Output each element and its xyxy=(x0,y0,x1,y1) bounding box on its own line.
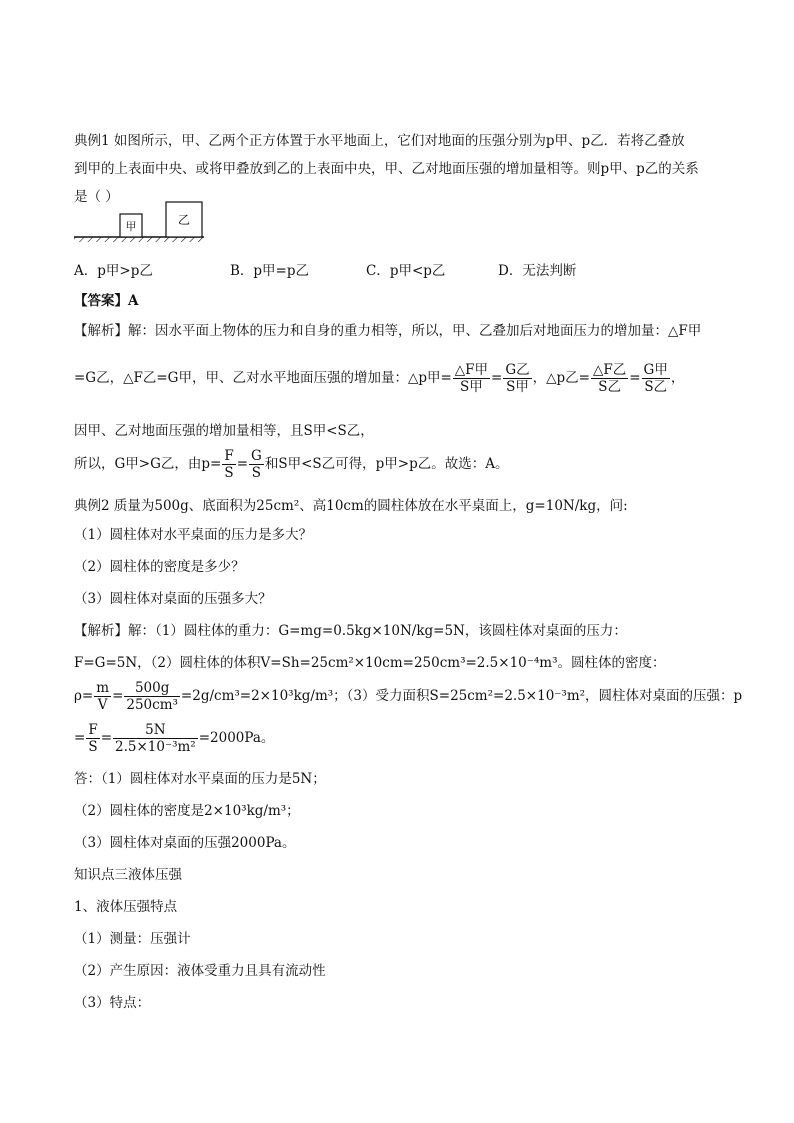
ex2-sol3: ρ= $\frac{m}{V}$ = $\frac{500g}{\text{250cm³}}$ =2g/cm³=2×10³kg/m³；（3）受力面积S=25cm²=2.5×10⁻³m²，圆柱体对桌面的压强：p xyxy=(74,680,743,713)
kp-title: 知识点三液体压强 xyxy=(74,867,182,883)
fraction: $\frac{\text{△F甲}}{\text{S甲}}$ xyxy=(454,362,489,395)
fraction: $\frac{F}{S}$ xyxy=(88,722,98,755)
kp-heading: 1、液体压强特点 xyxy=(74,899,178,915)
ex2-q2: （2）圆柱体的密度是多少？ xyxy=(74,559,245,575)
fraction: $\frac{\text{G乙}}{\text{S甲}}$ xyxy=(505,362,530,395)
ex2-ans1: 答：（1）圆柱体对水平桌面的压力是5N； xyxy=(74,771,326,787)
ex1-line1: 典例1 如图所示，甲、乙两个正方体置于水平地面上，它们对地面的压强分别为p甲、p乙．若将乙叠放 xyxy=(74,133,685,149)
ex2-q3: （3）圆柱体对桌面的压强多大？ xyxy=(74,591,272,607)
option-d: D．无法判断 xyxy=(498,263,577,279)
ex2-sol1: 【解析】解：（1）圆柱体的重力：G=mg=0.5kg×10N/kg=5N，该圆柱体对桌面的压力： xyxy=(74,623,627,639)
ex1-answer: 【答案】A xyxy=(74,293,139,309)
fraction: $\frac{G}{S}$ xyxy=(251,448,262,481)
ex2-q1: （1）圆柱体对水平桌面的压力是多大？ xyxy=(74,527,313,543)
ex2-line1: 典例2 质量为500g、底面积为25cm²、高10cm的圆柱体放在水平桌面上，g=10N/kg，问: xyxy=(74,498,628,514)
fraction: $\frac{500g}{\text{250cm³}}$ xyxy=(126,680,178,713)
cube-jia-label: 甲 xyxy=(125,220,137,233)
ex1-analysis-line3: 因甲、乙对地面压强的增加量相等，且S甲<S乙， xyxy=(74,423,374,439)
option-b: B．p甲=p乙 xyxy=(230,263,310,279)
cube-yi-label: 乙 xyxy=(177,213,191,227)
fraction: $\frac{5N}{\text{2.5×10⁻³m²}}$ xyxy=(115,722,196,755)
ex1-analysis-line1: 【解析】解：因水平面上物体的压力和自身的重力相等，所以，甲、乙叠加后对地面压力的增加量：△F甲 xyxy=(74,323,702,339)
ex2-ans2: （2）圆柱体的密度是2×10³kg/m³； xyxy=(74,803,300,819)
ex2-ans3: （3）圆柱体对桌面的压强2000Pa。 xyxy=(74,835,296,851)
fraction: $\frac{m}{V}$ xyxy=(96,680,110,713)
kp-item1: （1）测量：压强计 xyxy=(74,931,191,947)
kp-item3: （3）特点： xyxy=(74,995,151,1011)
ex1-figure xyxy=(72,198,208,246)
option-a: A．p甲>p乙 xyxy=(74,263,153,279)
fraction: $\frac{\text{△F乙}}{\text{S乙}}$ xyxy=(592,362,627,395)
ex1-analysis-line4: 所以，G甲>G乙，由p= $\frac{F}{S}$ = $\frac{G}{S}$ 和S甲<S乙可得，p甲>p乙。故选：A。 xyxy=(74,448,509,481)
ex1-line3: 是（ ） xyxy=(74,189,119,205)
ex1-line2: 到甲的上表面中央、或将甲叠放到乙的上表面中央，甲、乙对地面压强的增加量相等。则p甲、p乙的关系 xyxy=(74,161,699,177)
kp-item2: （2）产生原因：液体受重力且具有流动性 xyxy=(74,963,326,979)
fraction: $\frac{\text{G甲}}{\text{S乙}}$ xyxy=(643,362,668,395)
option-c: C．p甲<p乙 xyxy=(366,263,446,279)
fraction: $\frac{F}{S}$ xyxy=(224,448,234,481)
ex1-options xyxy=(74,262,576,280)
ex2-sol2: F=G=5N，（2）圆柱体的体积V=Sh=25cm²×10cm=250cm³=2.5×10⁻⁴m³。圆柱体的密度： xyxy=(74,655,666,671)
ex1-analysis-line2: =G乙，△F乙=G甲，甲、乙对水平地面压强的增加量：△p甲= $\frac{\text{△F甲}}{\text{S甲}}$ = $\frac{\text{G乙}}{\text{S甲}}$ ，△p乙= $\frac{\text{△F乙}}{\text{S乙}}$ = $\frac{\text{G甲}}{\text{S乙}}$ ， xyxy=(74,362,685,395)
ex2-sol4: = $\frac{F}{S}$ = $\frac{5N}{\text{2.5×10⁻³m²}}$ =2000Pa。 xyxy=(74,722,275,755)
